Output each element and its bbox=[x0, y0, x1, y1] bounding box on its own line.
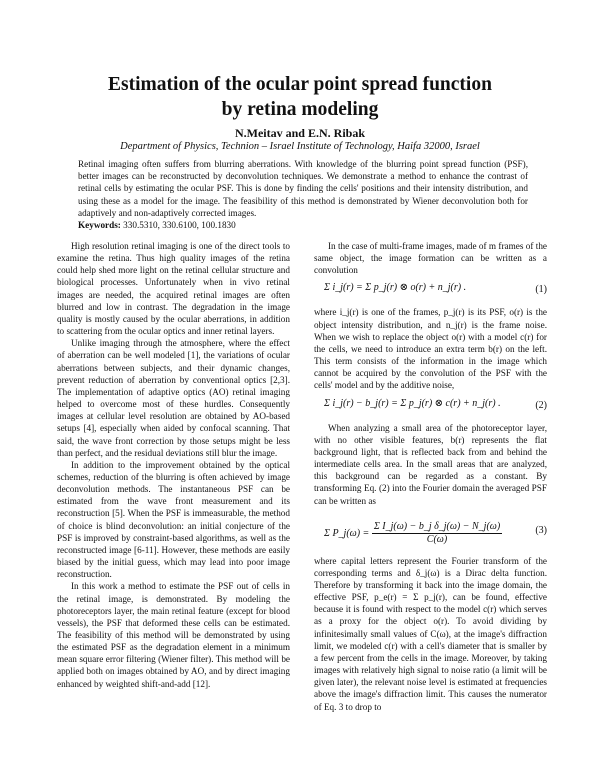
affiliation: Department of Physics, Technion – Israel Institute of Technology, Haifa 32000, Israel bbox=[120, 141, 480, 152]
equation-2-number: (2) bbox=[535, 399, 547, 411]
paragraph: where capital letters represent the Fourier transform of the corresponding terms and δ_j(ω) is a Dirac delta function. Therefore by transforming it back into the image domain, the effective PSF, p_e(r) = Σ p_j(r), can be found, effective because it is found with respect to the model c(r) which serves as a proxy for the object o(r). To avoid dividing by infinitesimally small values of C(ω), at the image's diffraction limit, we modeled c(r) with a cell's diameter that is smaller by a few percent from the cells in the image. Moreover, by taking images with relatively high signal to noise ratio (a limit will be given later), the relevant noise level is estimated at frequencies above the image's diffraction limit. This causes the numerator of Eq. 3 to drop to bbox=[314, 555, 547, 712]
paragraph: When analyzing a small area of the photoreceptor layer, with no other visible features, b(r) represents the flat background light, that is reflected back from and behind the intermediate cells area. In the small areas that are analyzed, this background can be regarded as a constant. By transforming Eq. (2) into the Fourier domain the averaged PSF can be written as bbox=[314, 422, 547, 506]
keywords-values: 330.5310, 330.6100, 100.1830 bbox=[120, 220, 236, 231]
equation-3 bbox=[314, 511, 547, 551]
paragraph: High resolution retinal imaging is one of the direct tools to examine the retina. Thus high quality images of the retina could help shed more light on the retinal cellular structure and biological processes. Unfortunately when in vivo retinal images are needed, the acquired retinal images are often blurred and low in contrast. The degradation in the image quality is mostly caused by the ocular aberrations, in addition to scattering from the ocular optics and inner retinal layers. bbox=[57, 241, 290, 337]
equation-3-denominator: C(ω) bbox=[426, 533, 448, 545]
equation-3-lhs: Σ P_j(ω) = bbox=[324, 527, 370, 539]
paragraph: In addition to the improvement obtained by the optical schemes, reduction of the blurring is often achieved by image deconvolution methods. The instantaneous PSF can be estimated from the wave front measurement and its reconstruction [5]. When the PSF is immeasurable, the method of choice is blind deconvolution: an initial conjecture of the PSF is improved by constraint-based algorithms, as well as the reconstructed image [6-11]. However, these methods are easily biased by the initial guess, which may lead into poor image reconstruction. bbox=[57, 459, 290, 580]
authors: N.Meitav and E.N. Ribak bbox=[234, 126, 365, 140]
paragraph: Unlike imaging through the atmosphere, where the effect of aberration can be well modeled [1], the variations of ocular aberrations between subjects, and their dynamic changes, prevent reduction of aberration by conventional optics [2,3]. The implementation of adaptive optics (AO) retinal imaging helped to overcome most of these hurdles. Consequently images at cellular level resolution are obtained by AO-based setups [4], especially when aided by confocal scanning. That said, the wave front correction by those setups might be less than perfect, and the residual deviations still blur the image. bbox=[57, 338, 290, 458]
equation-3-number: (3) bbox=[535, 524, 547, 536]
paper-title-line2: by retina modeling bbox=[221, 99, 379, 120]
abstract bbox=[78, 158, 528, 231]
keywords bbox=[78, 219, 528, 231]
equation-3-body bbox=[324, 521, 502, 546]
equation-1-body: Σ i_j(r) = Σ p_j(r) ⊗ o(r) + n_j(r) . bbox=[324, 282, 467, 294]
equation-3-numerator: Σ I_j(ω) − b_j δ_j(ω) − N_j(ω) bbox=[372, 521, 502, 534]
equation-2-body: Σ i_j(r) − b_j(r) = Σ p_j(r) ⊗ c(r) + n_j(r) . bbox=[324, 397, 501, 409]
left-column bbox=[57, 240, 290, 690]
equation-3-fraction bbox=[372, 521, 502, 546]
equation-2 bbox=[314, 396, 547, 418]
abstract-text: Retinal imaging often suffers from blurring aberrations. With knowledge of the blurring point spread function (PSF), better images can be reconstructed by deconvolution techniques. We demonstrate a method to enhance the contrast of retinal cells by estimating the ocular PSF. This is done by finding the cells' positions and their intensity distribution, and using these as a model for the image. The feasibility of this method is demonstrated by Wiener deconvolution both for adaptively and non-adaptively corrected images. bbox=[78, 159, 528, 218]
equation-1 bbox=[314, 280, 547, 302]
paragraph: In the case of multi-frame images, made of m frames of the same object, the image formation can be written as a convolution bbox=[314, 241, 547, 276]
keywords-label: Keywords: bbox=[78, 220, 121, 231]
right-column bbox=[314, 240, 547, 713]
paragraph: In this work a method to estimate the PSF out of cells in the retinal image, is demonstrated. By modeling the photoreceptors layer, the main retinal feature (except for blood vessels), the PSF that deformed these cells can be estimated. The feasibility of this method will be demonstrated by using the estimated PSF as the degradation element in a minimum mean square error filtering (Wiener filter). This method will be applied both on images obtained by AO, and by direct imaging enhanced by weighted shift-and-add [12]. bbox=[57, 581, 290, 689]
paper-title-line1: Estimation of the ocular point spread function bbox=[108, 74, 492, 95]
equation-1-number: (1) bbox=[535, 284, 547, 296]
paragraph: where i_j(r) is one of the frames, p_j(r) is its PSF, o(r) is the object intensity distribution, and n_j(r) is the frame noise. When we wish to replace the object o(r) with a model c(r) for the cells, we need to introduce an extra term b(r) on the left. This term consists of the information in the image which cannot be acquired by the convolution of the PSF with the cells' model and by the additive noise, bbox=[314, 307, 547, 391]
